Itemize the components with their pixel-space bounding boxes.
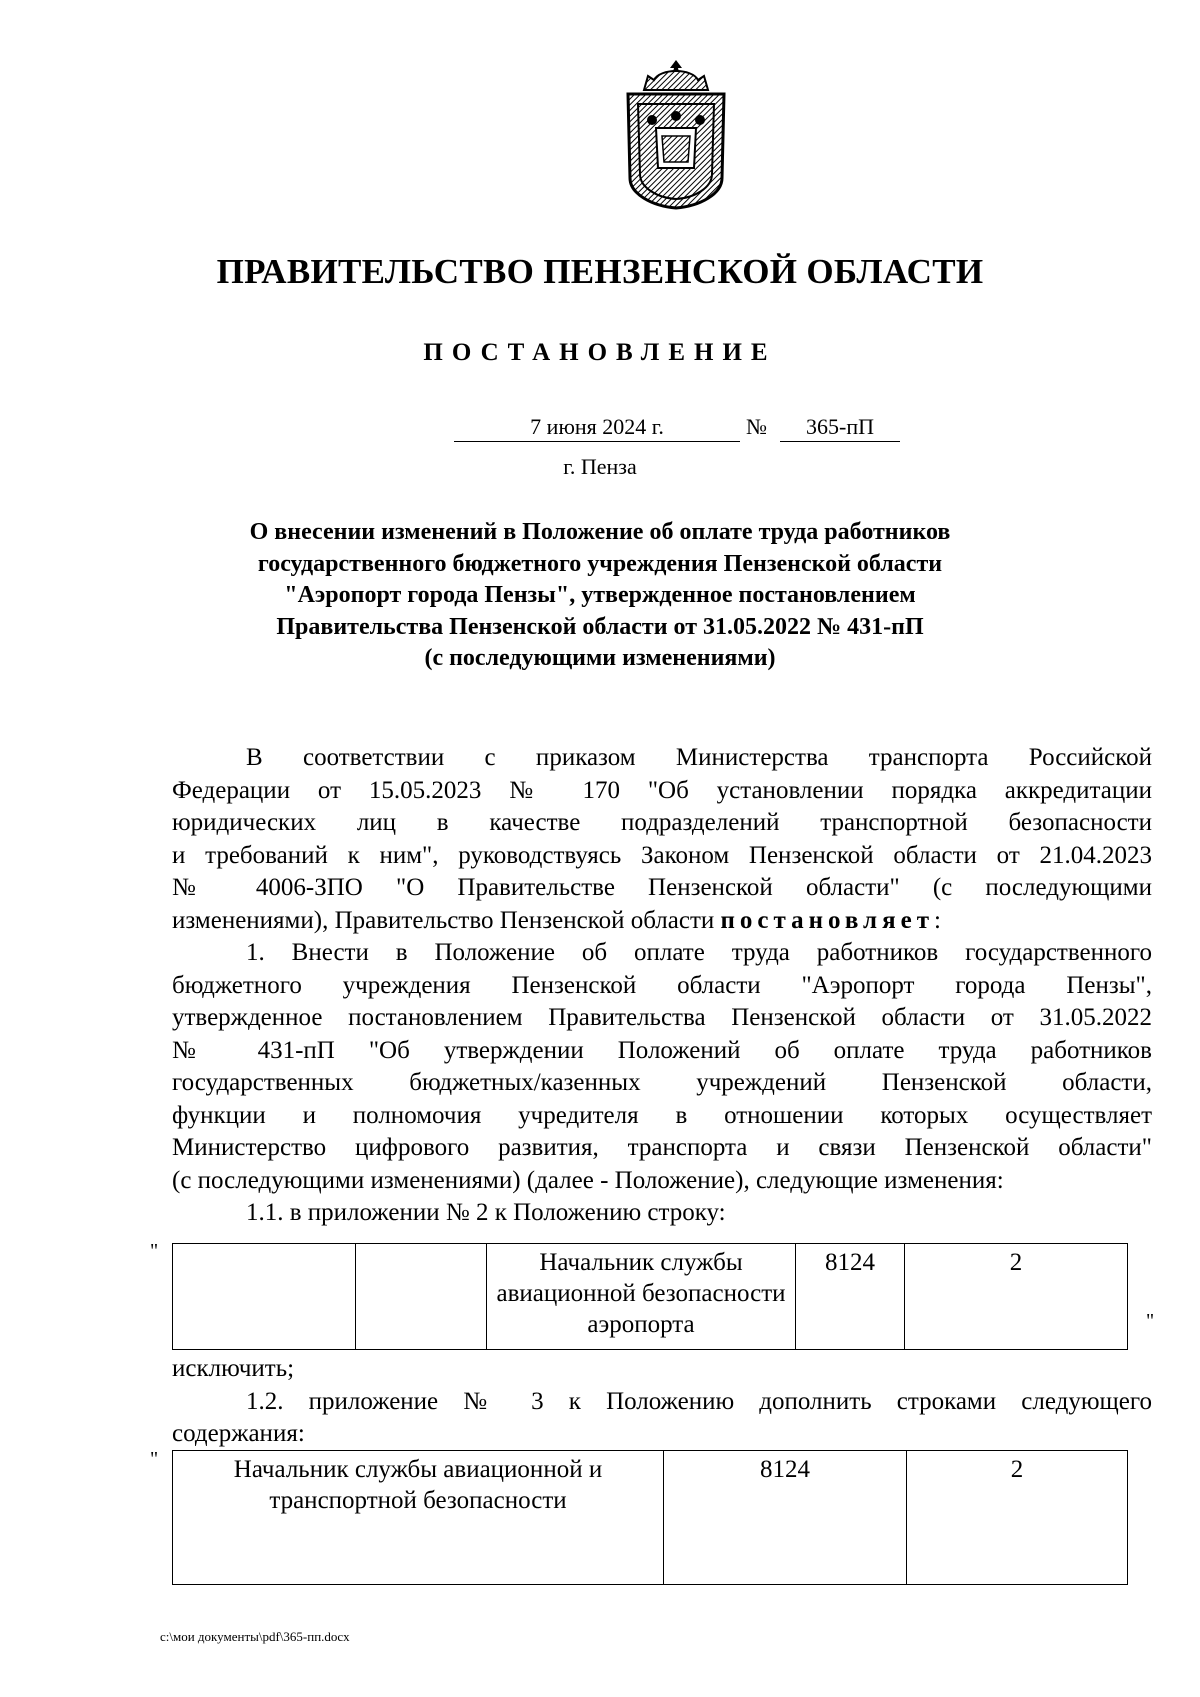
table-cell — [173, 1244, 356, 1350]
quote-mark-open: " — [150, 1448, 159, 1470]
item-1-2-last: содержания: — [172, 1420, 305, 1447]
body-line: юридических лиц в качестве подразделений транспортной безопасности — [172, 809, 1152, 836]
resolution-keyword: постановляет — [720, 906, 934, 934]
subject-line: Правительства Пензенской области от 31.05.2022 № 431-пП — [276, 613, 924, 640]
table-row — [173, 1244, 1128, 1350]
body-line: Федерации от 15.05.2023 № 170 "Об установлении порядка аккредитации — [172, 776, 1152, 804]
body-line: Министерство цифрового развития, транспорта и связи Пензенской области" — [172, 1134, 1152, 1161]
table-added-row — [172, 1450, 1128, 1585]
subject-line: государственного бюджетного учреждения Пензенской области — [257, 550, 943, 577]
document-body — [172, 742, 1152, 1230]
coat-of-arms-emblem — [608, 58, 744, 210]
item-1-2: 1.2. приложение № 3 к Положению дополнить строками следующего — [246, 1387, 1152, 1415]
government-title: ПРАВИТЕЛЬСТВО ПЕНЗЕНСКОЙ ОБЛАСТИ — [216, 252, 984, 291]
subject-line: (с последующими изменениями) — [424, 645, 776, 672]
body-line: (с последующими изменениями) (далее - Положение), следующие изменения: — [172, 1166, 1004, 1194]
quote-mark-close: " — [1146, 1310, 1155, 1332]
body-line: № 4006-ЗПО "О Правительстве Пензенской области" (с последующими — [172, 874, 1152, 901]
body-line — [172, 905, 1152, 938]
body-text: изменениями), Правительство Пензенской области — [172, 906, 721, 934]
body-line: и требований к ним", руководствуясь Законом Пензенской области от 21.04.2023 — [172, 841, 1152, 869]
body-line: 1. Внести в Положение об оплате труда работников государственного — [246, 939, 1152, 966]
quote-mark-open: " — [150, 1240, 159, 1262]
body-text: : — [933, 906, 941, 934]
table-cell: Начальник службы авиационной и транспортной безопасности — [173, 1451, 664, 1585]
subject-line: "Аэропорт города Пензы", утвержденное постановлением — [284, 582, 916, 609]
file-path-footer: c:\мои документы\pdf\365-пп.docx — [160, 1629, 350, 1644]
table-cell: 2 — [905, 1244, 1128, 1350]
document-number: 365-пП — [780, 414, 900, 442]
body-line: функции и полномочия учредителя в отношении которых осуществляет — [172, 1101, 1152, 1129]
item-1-1: 1.1. в приложении № 2 к Положению строку: — [246, 1199, 726, 1226]
body-line: утвержденное постановлением Правительства Пензенской области от 31.05.2022 — [172, 1004, 1152, 1031]
table-cell: 8124 — [664, 1451, 907, 1585]
table-cell — [356, 1244, 487, 1350]
body-line: бюджетного учреждения Пензенской области "Аэропорт города Пензы", — [172, 971, 1152, 999]
table-row — [173, 1451, 1128, 1585]
body-line: В соответствии с приказом Министерства транспорта Российской — [246, 744, 1152, 771]
subject-line: О внесении изменений в Положение об оплате труда работников — [249, 519, 951, 545]
number-sign: № — [746, 414, 767, 439]
table-cell: 2 — [907, 1451, 1128, 1585]
document-city: г. Пенза — [563, 454, 637, 479]
document-date: 7 июня 2024 г. — [454, 414, 740, 442]
document-type: ПОСТАНОВЛЕНИЕ — [423, 339, 777, 366]
table-cell: Начальник службы авиационной безопасности аэропорта — [487, 1244, 796, 1350]
body-line: № 431-пП "Об утверждении Положений об оплате труда работников — [172, 1036, 1152, 1064]
document-subject — [160, 517, 1040, 675]
table-cell: 8124 — [796, 1244, 905, 1350]
body-line: государственных бюджетных/казенных учреждений Пензенской области, — [172, 1069, 1152, 1096]
exclude-text: исключить; — [172, 1355, 295, 1382]
table-excluded-row — [172, 1243, 1128, 1350]
document-body-continued — [172, 1353, 1152, 1451]
